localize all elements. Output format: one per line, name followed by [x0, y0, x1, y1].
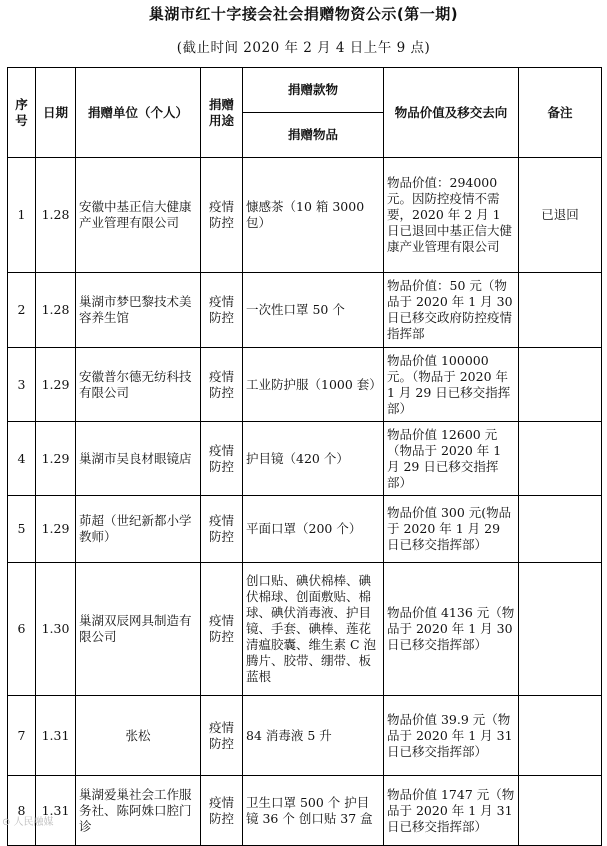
cell-items: 84 消毒液 5 升 — [243, 696, 384, 776]
cell-date: 1.29 — [36, 348, 76, 422]
cell-note — [519, 563, 602, 696]
cell-donor: 巢湖爱巢社会工作服务社、陈阿姝口腔门诊 — [76, 776, 201, 846]
cell-use: 疫情防控 — [201, 496, 243, 563]
header-money: 捐赠款物 — [243, 68, 384, 113]
cell-donor: 巢湖市梦巴黎技术美容养生馆 — [76, 273, 201, 348]
cell-date: 1.29 — [36, 496, 76, 563]
header-items: 捐赠物品 — [243, 113, 384, 158]
cell-donor: 巢湖市吴良材眼镜店 — [76, 422, 201, 496]
cell-seq: 6 — [8, 563, 36, 696]
table-row — [8, 273, 602, 348]
table-row — [8, 696, 602, 776]
cell-date: 1.29 — [36, 422, 76, 496]
cell-use: 疫情防控 — [201, 563, 243, 696]
page-subtitle: (截止时间 2020 年 2 月 4 日上午 9 点) — [176, 40, 431, 56]
header-use: 捐赠用途 — [201, 68, 243, 158]
table-row — [8, 776, 602, 846]
cell-note: 已退回 — [519, 158, 602, 273]
cell-items: 慷感茶（10 箱 3000 包） — [243, 158, 384, 273]
header-donor: 捐赠单位（个人） — [76, 68, 201, 158]
cell-use: 疫情防控 — [201, 273, 243, 348]
table-row — [8, 563, 602, 696]
cell-value: 物品价值 300 元(物品于 2020 年 1 月 29 日已移交指挥部） — [384, 496, 519, 563]
cell-items: 工业防护服（1000 套） — [243, 348, 384, 422]
header-value: 物品价值及移交去向 — [384, 68, 519, 158]
cell-date: 1.28 — [36, 158, 76, 273]
cell-use: 疫情防控 — [201, 696, 243, 776]
cell-use: 疫情防控 — [201, 348, 243, 422]
cell-note — [519, 496, 602, 563]
header-date: 日期 — [36, 68, 76, 158]
cell-use: 疫情防控 — [201, 776, 243, 846]
watermark-logo: ⊙ 人民融媒 — [2, 817, 54, 828]
cell-donor: 安徽普尔德无纺科技有限公司 — [76, 348, 201, 422]
cell-note — [519, 776, 602, 846]
cell-date: 1.30 — [36, 563, 76, 696]
cell-donor: 巢湖双辰网具制造有限公司 — [76, 563, 201, 696]
table-row — [8, 158, 602, 273]
cell-date: 1.28 — [36, 273, 76, 348]
table-row — [8, 348, 602, 422]
cell-seq: 5 — [8, 496, 36, 563]
cell-seq: 4 — [8, 422, 36, 496]
cell-value: 物品价值：50 元（物品于 2020 年 1 月 30 日已移交政府防控疫情指挥部 — [384, 273, 519, 348]
cell-items: 平面口罩（200 个） — [243, 496, 384, 563]
cell-items: 一次性口罩 50 个 — [243, 273, 384, 348]
cell-donor: 茆超（世纪新都小学教师） — [76, 496, 201, 563]
cell-donor: 安徽中基正信大健康产业管理有限公司 — [76, 158, 201, 273]
cell-items: 创口贴、碘伏棉棒、碘伏棉球、创面敷贴、棉球、碘伏消毒液、护目镜、手套、碘棒、莲花清瘟胶囊、维生素 C 泡腾片、胶带、绷带、板蓝根 — [243, 563, 384, 696]
cell-use: 疫情防控 — [201, 158, 243, 273]
table-row — [8, 496, 602, 563]
header-seq: 序号 — [8, 68, 36, 158]
cell-seq: 3 — [8, 348, 36, 422]
cell-value: 物品价值：294000元。因防控疫情不需要，2020 年 2 月 1 日已退回中基正信大健康产业管理有限公司 — [384, 158, 519, 273]
cell-value: 物品价值 1747 元（物品于 2020 年 1 月 31 日已移交指挥部） — [384, 776, 519, 846]
cell-use: 疫情防控 — [201, 422, 243, 496]
cell-note — [519, 273, 602, 348]
cell-note — [519, 348, 602, 422]
cell-value: 物品价值 4136 元（物品于 2020 年 1 月 30 日已移交指挥部） — [384, 563, 519, 696]
cell-items: 护目镜（420 个） — [243, 422, 384, 496]
cell-value: 物品价值 39.9 元（物品于 2020 年 1 月 31 日已移交指挥部） — [384, 696, 519, 776]
cell-value: 物品价值 12600 元（物品于 2020 年 1 月 29 日已移交指挥部） — [384, 422, 519, 496]
cell-items: 卫生口罩 500 个 护目镜 36 个 创口贴 37 盒 — [243, 776, 384, 846]
cell-value: 物品价值 100000 元。（物品于 2020 年 1 月 29 日已移交指挥部） — [384, 348, 519, 422]
cell-date: 1.31 — [36, 776, 76, 846]
cell-note — [519, 422, 602, 496]
cell-seq: 7 — [8, 696, 36, 776]
cell-seq: 8 — [8, 776, 36, 846]
donation-table — [7, 67, 602, 846]
table-row — [8, 422, 602, 496]
cell-note — [519, 696, 602, 776]
cell-donor: 张松 — [76, 696, 201, 776]
cell-seq: 1 — [8, 158, 36, 273]
cell-date: 1.31 — [36, 696, 76, 776]
header-note: 备注 — [519, 68, 602, 158]
cell-seq: 2 — [8, 273, 36, 348]
page-title: 巢湖市红十字接会社会捐赠物资公示(第一期) — [148, 5, 459, 23]
